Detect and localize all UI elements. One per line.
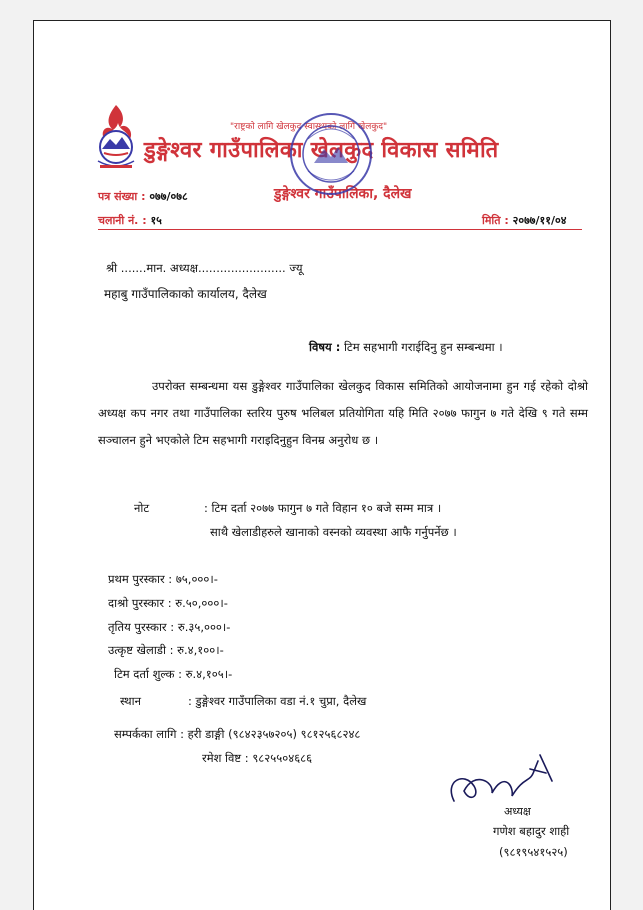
note-label: नोट (134, 501, 150, 515)
letter-date (482, 213, 566, 228)
reference-number (98, 189, 188, 204)
committee-emblem-icon (88, 101, 144, 181)
subject-text: टिम सहभागी गराईदिनु हुन सम्बन्धमा । (343, 340, 503, 354)
reference-label: पत्र संख्या : (98, 190, 146, 203)
recipient-salutation: श्री .......मान. अध्यक्ष........................ ज्यू (106, 261, 303, 275)
date-label: मिति : (482, 214, 509, 227)
reference-value: ०७७/०७८ (149, 190, 188, 203)
prize-first: प्रथम पुरस्कार : ७५,०००।- (108, 572, 218, 586)
venue-value: : डुङ्गेश्वर गाउँपालिका वडा नं.१ चुप्रा, दैलेख (188, 694, 367, 708)
date-value: २०७७/११/०४ (512, 214, 567, 227)
handwritten-signature (434, 741, 574, 811)
signatory-name: गणेश बहादुर शाही (493, 824, 570, 838)
contact-line-1: सम्पर्कका लागि : हरी डाङ्गी (९८४२३५७२०५) ९८१२५६८२४८ (114, 727, 361, 741)
organization-location: डुङ्गेश्वर गाउँपालिका, दैलेख (274, 186, 412, 202)
prize-best-player: उत्कृष्ट खेलाडी : रु.४,१००।- (108, 643, 224, 657)
dispatch-number (98, 213, 162, 228)
recipient-office: महाबु गाउँपालिकाको कार्यालय, दैलेख (104, 287, 267, 301)
note-line-2: साथै खेलाडीहरुले खानाको वस्नको व्यवस्था आफै गर्नुपर्नेछ । (210, 525, 457, 539)
letter-subject (309, 340, 503, 355)
letter-page (33, 20, 611, 910)
letter-body: उपरोक्त सम्बन्धमा यस डुङ्गेश्वर गाउँपालिका खेलकुद विकास समितिको आयोजनामा हुन गई रहेको दोश्रो अध्यक्ष कप नगर तथा गाउँपालिका स्तरिय पुरुष भलिबल प्रतियोगिता यहि मिति २०७७ फागुन ७ गते देखि ९ गते सम्म सञ्चालन हुने भएकोले टिम सहभागी गराइदिनुहुन विनम्र अनुरोध छ । (98, 379, 588, 447)
dispatch-label: चलानी नं. : (98, 214, 147, 227)
prize-second: दाश्रो पुरस्कार : रु.५०,०००।- (108, 596, 228, 610)
contact-line-2: रमेश विष्ट : ९८२५५०४६८६ (202, 751, 313, 765)
signatory-phone: (९८१९५४१५२५) (499, 845, 568, 859)
venue-label: स्थान (120, 694, 141, 708)
letterhead-motto: "राष्ट्रको लागि खेलकुद स्वास्थ्यको लागि खेलकुद" (230, 122, 388, 132)
note-line-1: : टिम दर्ता २०७७ फागुन ७ गते विहान १० बजे सम्म मात्र । (204, 501, 442, 515)
organization-name: डुङ्गेश्वर गाउँपालिका खेलकुद विकास समिति (144, 138, 499, 163)
letterhead-divider (98, 229, 582, 230)
prize-third: तृतिय पुरस्कार : रु.३५,०००।- (108, 620, 231, 634)
official-stamp-icon (286, 109, 376, 199)
dispatch-value: १५ (150, 214, 162, 227)
signatory-title: अध्यक्ष (504, 805, 531, 818)
team-registration-fee: टिम दर्ता शुल्क : रु.४,१०५।- (114, 667, 233, 681)
subject-label: विषय : (309, 340, 341, 354)
